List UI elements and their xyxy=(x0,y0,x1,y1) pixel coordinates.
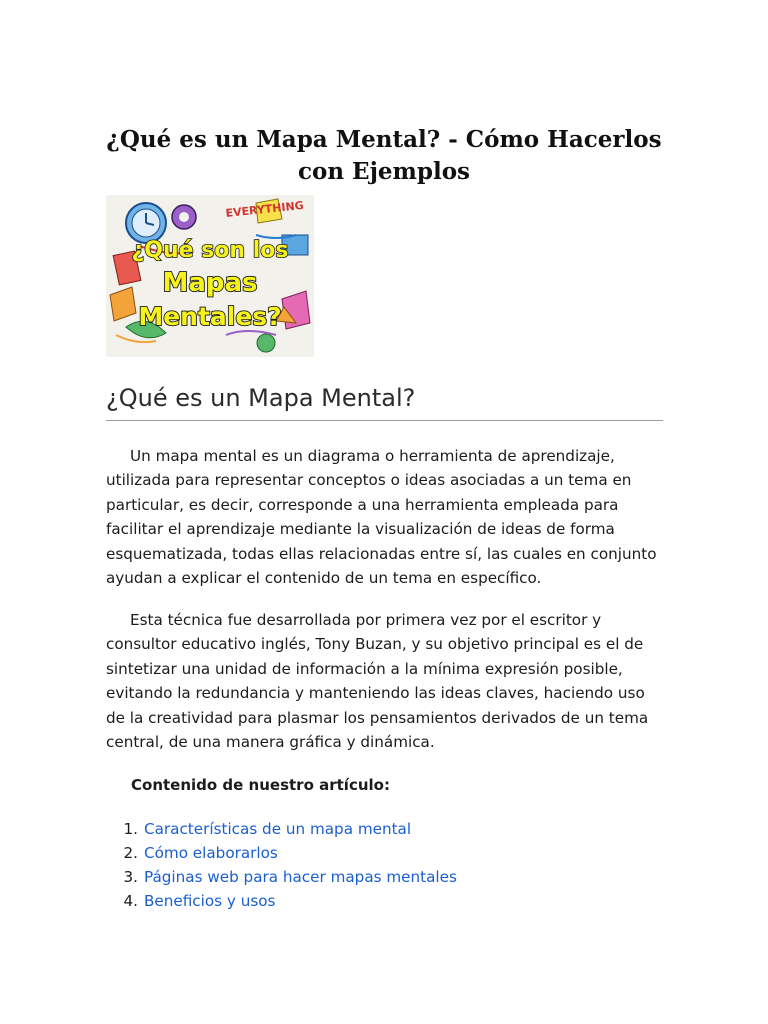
toc-number: 1. xyxy=(123,820,138,838)
section-heading: ¿Qué es un Mapa Mental? xyxy=(106,378,663,421)
toc-title: Contenido de nuestro artículo: xyxy=(131,776,390,794)
toc-item-elaborarlos xyxy=(106,841,626,865)
toc-number: 2. xyxy=(123,844,138,862)
toc-link-elaborarlos[interactable]: Cómo elaborarlos xyxy=(144,844,278,862)
toc-link-paginas-web[interactable]: Páginas web para hacer mapas mentales xyxy=(144,868,457,886)
paragraph-definition: Un mapa mental es un diagrama o herramienta de aprendizaje, utilizada para representar conceptos o ideas asociadas a un tema en particular, es decir, corresponde a una herramienta empleada para facilitar el aprendizaje mediante la visualización de ideas de forma esquematizada, todas ellas relacionadas entre sí, las cuales en conjunto ayudan a explicar el contenido de un tema en específico. xyxy=(106,447,657,588)
banner-word: EVERYTHING xyxy=(224,198,305,220)
toc-link-caracteristicas[interactable]: Características de un mapa mental xyxy=(144,820,412,838)
paragraph-origin: Esta técnica fue desarrollada por primera vez por el escritor y consultor educativo inglés, Tony Buzan, y su objetivo principal es el de sintetizar una unidad de información a la mínima expresión posible, evitando la redundancia y manteniendo las ideas claves, haciendo uso de la creatividad para plasmar los pensamientos derivados de un tema central, de una manera gráfica y dinámica. xyxy=(106,611,649,752)
document-title: ¿Qué es un Mapa Mental? - Cómo Hacerlos con Ejemplos xyxy=(106,126,662,185)
mind-map-illustration xyxy=(106,195,314,357)
toc-item-paginas-web xyxy=(106,865,626,889)
table-of-contents xyxy=(106,817,626,913)
illustration-caption-line-3: Mentales? xyxy=(138,302,282,331)
toc-item-caracteristicas xyxy=(106,817,626,841)
toc-number: 4. xyxy=(123,892,138,910)
toc-item-beneficios xyxy=(106,889,626,913)
illustration-caption-line-1: ¿Qué son los xyxy=(131,238,289,263)
toc-number: 3. xyxy=(123,868,138,886)
toc-link-beneficios[interactable]: Beneficios y usos xyxy=(144,892,276,910)
illustration-caption-line-2: Mapas xyxy=(162,268,258,298)
